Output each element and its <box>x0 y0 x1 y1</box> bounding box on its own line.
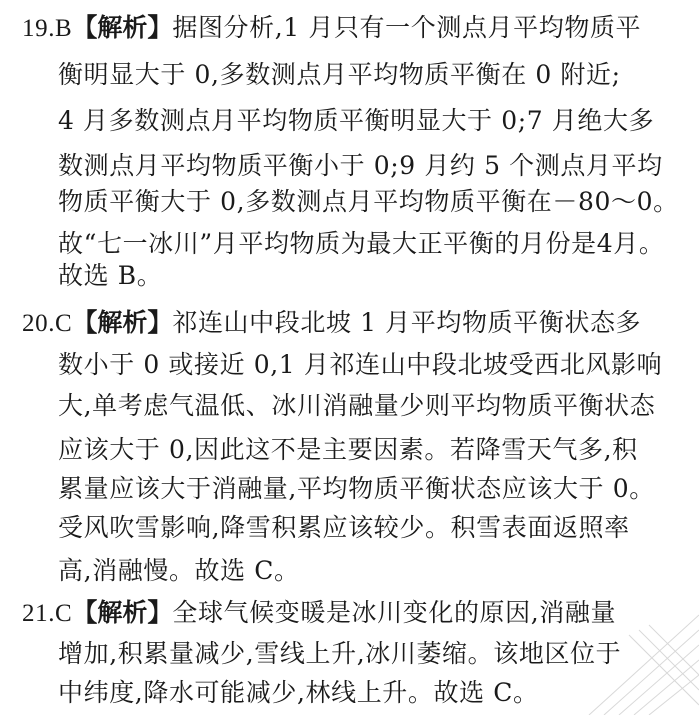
q19-number: 19.B <box>22 15 73 42</box>
q20-line-7: 高,消融慢。故选 C。 <box>58 556 300 585</box>
q19-tag: 【解析】 <box>72 13 173 42</box>
q20-line-3: 大,单考虑气温低、冰川消融量少则平均物质平衡状态 <box>58 391 656 420</box>
q21-line-3: 中纬度,降水可能减少,林线上升。故选 C。 <box>58 678 539 707</box>
q19-line-1 <box>22 11 641 46</box>
q21-tag: 【解析】 <box>72 598 173 627</box>
q20-tag: 【解析】 <box>72 308 173 337</box>
q21-line-2: 增加,积累量减少,雪线上升,冰川萎缩。该地区位于 <box>58 639 622 668</box>
q20-line-6: 受风吹雪影响,降雪积累应该较少。积雪表面返照率 <box>58 513 630 542</box>
q20-number: 20.C <box>22 310 73 337</box>
q19-text-1: 据图分析,1 月只有一个测点月平均物质平 <box>172 13 642 42</box>
q21-line-1 <box>22 596 616 631</box>
q20-line-5: 累量应该大于消融量,平均物质平衡状态应该大于 0。 <box>58 474 655 503</box>
q20-text-1: 祁连山中段北坡 1 月平均物质平衡状态多 <box>172 308 642 337</box>
q19-line-6: 故“七一冰川”月平均物质为最大正平衡的月份是4月。 <box>58 229 665 258</box>
q20-line-2: 数小于 0 或接近 0,1 月祁连山中段北坡受西北风影响 <box>58 350 663 379</box>
q19-line-2: 衡明显大于 0,多数测点月平均物质平衡在 0 附近; <box>58 60 621 89</box>
q20-line-1 <box>22 306 641 341</box>
q19-line-3: 4 月多数测点月平均物质平衡明显大于 0;7 月绝大多 <box>58 106 655 135</box>
q19-line-7: 故选 B。 <box>58 261 163 290</box>
q20-line-4: 应该大于 0,因此这不是主要因素。若降雪天气多,积 <box>58 435 638 464</box>
q19-line-5: 物质平衡大于 0,多数测点月平均物质平衡在－80～0。 <box>58 187 679 216</box>
q21-number: 21.C <box>22 600 73 627</box>
q19-line-4: 数测点月平均物质平衡小于 0;9 月约 5 个测点月平均 <box>58 151 663 180</box>
q21-text-1: 全球气候变暖是冰川变化的原因,消融量 <box>172 598 617 627</box>
